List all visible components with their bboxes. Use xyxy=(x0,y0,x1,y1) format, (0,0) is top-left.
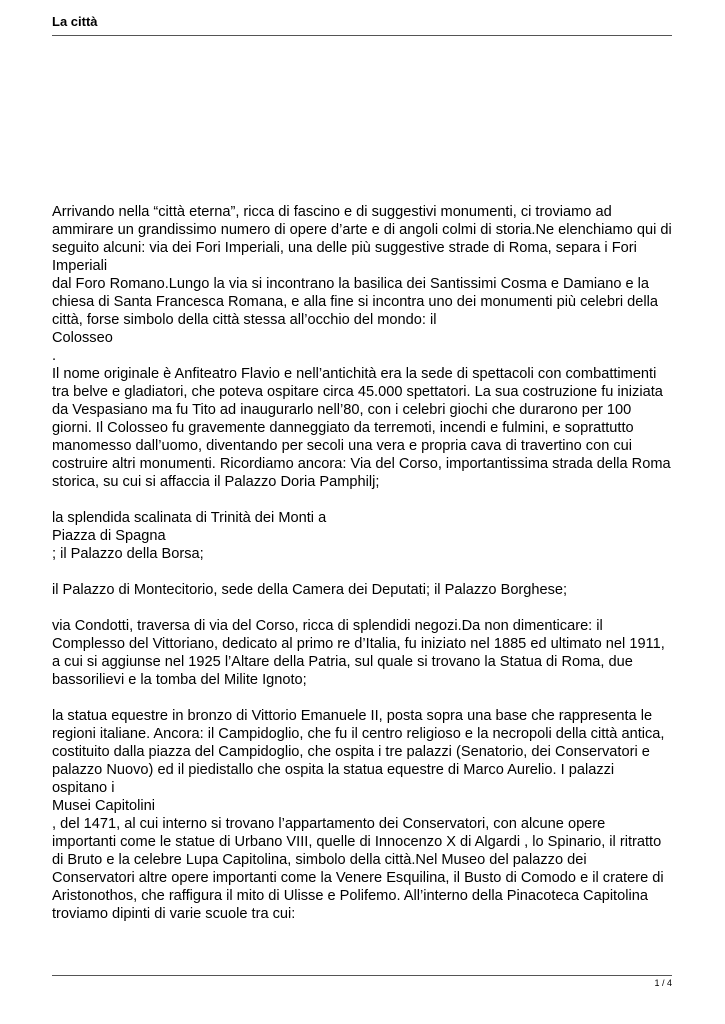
text-line: tra belve e gladiatori, che poteva ospitare circa 45.000 spettatori. La sua costruzione fu iniziata xyxy=(52,384,663,400)
page-number: 1 / 4 xyxy=(654,978,672,988)
text-line: , del 1471, al cui interno si trovano l’appartamento dei Conservatori, con alcune opere xyxy=(52,816,606,832)
text-line: via Condotti, traversa di via del Corso, ricca di splendidi negozi.Da non dimenticare: il xyxy=(52,618,603,634)
text-line: a cui si aggiunse nel 1925 l’Altare della Patria, sul quale si trovano la Statua di Roma, due xyxy=(52,654,633,670)
text-line: ammirare un grandissimo numero di opere d’arte e di angoli colmi di storia.Ne elenchiamo qui di xyxy=(52,222,672,238)
text-line: ospitano i xyxy=(52,780,115,796)
text-line: città, forse simbolo della città stessa all’occhio del mondo: il xyxy=(52,312,437,328)
text-line: Musei Capitolini xyxy=(52,798,156,814)
text-line: costituito dalla piazza del Campidoglio, che ospita i tre palazzi (Senatorio, dei Conservatori e xyxy=(52,744,650,760)
text-line: regioni italiane. Ancora: il Campidoglio, che fu il centro religioso e la necropoli della città antica, xyxy=(52,726,665,742)
page-title: La città xyxy=(52,14,98,29)
text-line: seguito alcuni: via dei Fori Imperiali, una delle più suggestive strade di Roma, separa i Fori xyxy=(52,240,637,256)
text-line: storica, su cui si affaccia il Palazzo Doria Pamphilj; xyxy=(52,474,380,490)
text-line: di Bruto e la celebre Lupa Capitolina, simbolo della città.Nel Museo del palazzo dei xyxy=(52,852,587,868)
text-line: dal Foro Romano.Lungo la via si incontrano la basilica dei Santissimi Cosma e Damiano e la xyxy=(52,276,650,292)
text-line: troviamo dipinti di varie scuole tra cui: xyxy=(52,906,296,922)
text-line: Conservatori altre opere importanti come la Venere Esquilina, il Busto di Comodo e il cratere di xyxy=(52,870,664,886)
text-line: giorni. Il Colosseo fu gravemente danneggiato da terremoti, incendi e fulmini, e soprattutto xyxy=(52,420,634,436)
paragraph-gap xyxy=(52,689,677,707)
text-line: manomesso dall’uomo, diventando per secoli una vera e propria cava di travertino con cui xyxy=(52,438,633,454)
text-line: ; il Palazzo della Borsa; xyxy=(52,546,204,562)
paragraph-gap xyxy=(52,599,677,617)
text-line: la statua equestre in bronzo di Vittorio Emanuele II, posta sopra una base che rappresenta le xyxy=(52,708,653,724)
text-line: la splendida scalinata di Trinità dei Monti a xyxy=(52,510,327,526)
text-line: importanti come le statue di Urbano VIII, quelle di Innocenzo X di Algardi , lo Spinario, il ritratto xyxy=(52,834,662,850)
text-line: il Palazzo di Montecitorio, sede della Camera dei Deputati; il Palazzo Borghese; xyxy=(52,582,568,598)
text-line: bassorilievi e la tomba del Milite Ignoto; xyxy=(52,672,307,688)
article-body xyxy=(52,203,677,923)
text-line: Imperiali xyxy=(52,258,108,274)
text-line: da Vespasiano ma fu Tito ad inaugurarlo nell’80, con i celebri giochi che durarono per 100 xyxy=(52,402,632,418)
text-line: Colosseo xyxy=(52,330,113,346)
text-line: Complesso del Vittoriano, dedicato al primo re d’Italia, fu iniziato nel 1885 ed ultimato nel 1911, xyxy=(52,636,665,652)
header-divider xyxy=(52,35,672,36)
text-line: . xyxy=(52,348,57,364)
text-line: palazzo Nuovo) ed il piedistallo che ospita la statua equestre di Marco Aurelio. I palazzi xyxy=(52,762,615,778)
footer-divider xyxy=(52,975,672,976)
text-line: Piazza di Spagna xyxy=(52,528,166,544)
paragraph-gap xyxy=(52,563,677,581)
paragraph-gap xyxy=(52,491,677,509)
page-header xyxy=(52,14,672,30)
text-line: Arrivando nella “città eterna”, ricca di fascino e di suggestivi monumenti, ci troviamo ad xyxy=(52,204,612,220)
text-line: chiesa di Santa Francesca Romana, e alla fine si incontra uno dei monumenti più celebri della xyxy=(52,294,658,310)
text-line: Il nome originale è Anfiteatro Flavio e nell’antichità era la sede di spettacoli con combattimenti xyxy=(52,366,657,382)
text-line: Aristonothos, che raffigura il mito di Ulisse e Polifemo. All’interno della Pinacoteca Capitolina xyxy=(52,888,648,904)
text-line: costruire altri monumenti. Ricordiamo ancora: Via del Corso, importantissima strada della Roma xyxy=(52,456,671,472)
